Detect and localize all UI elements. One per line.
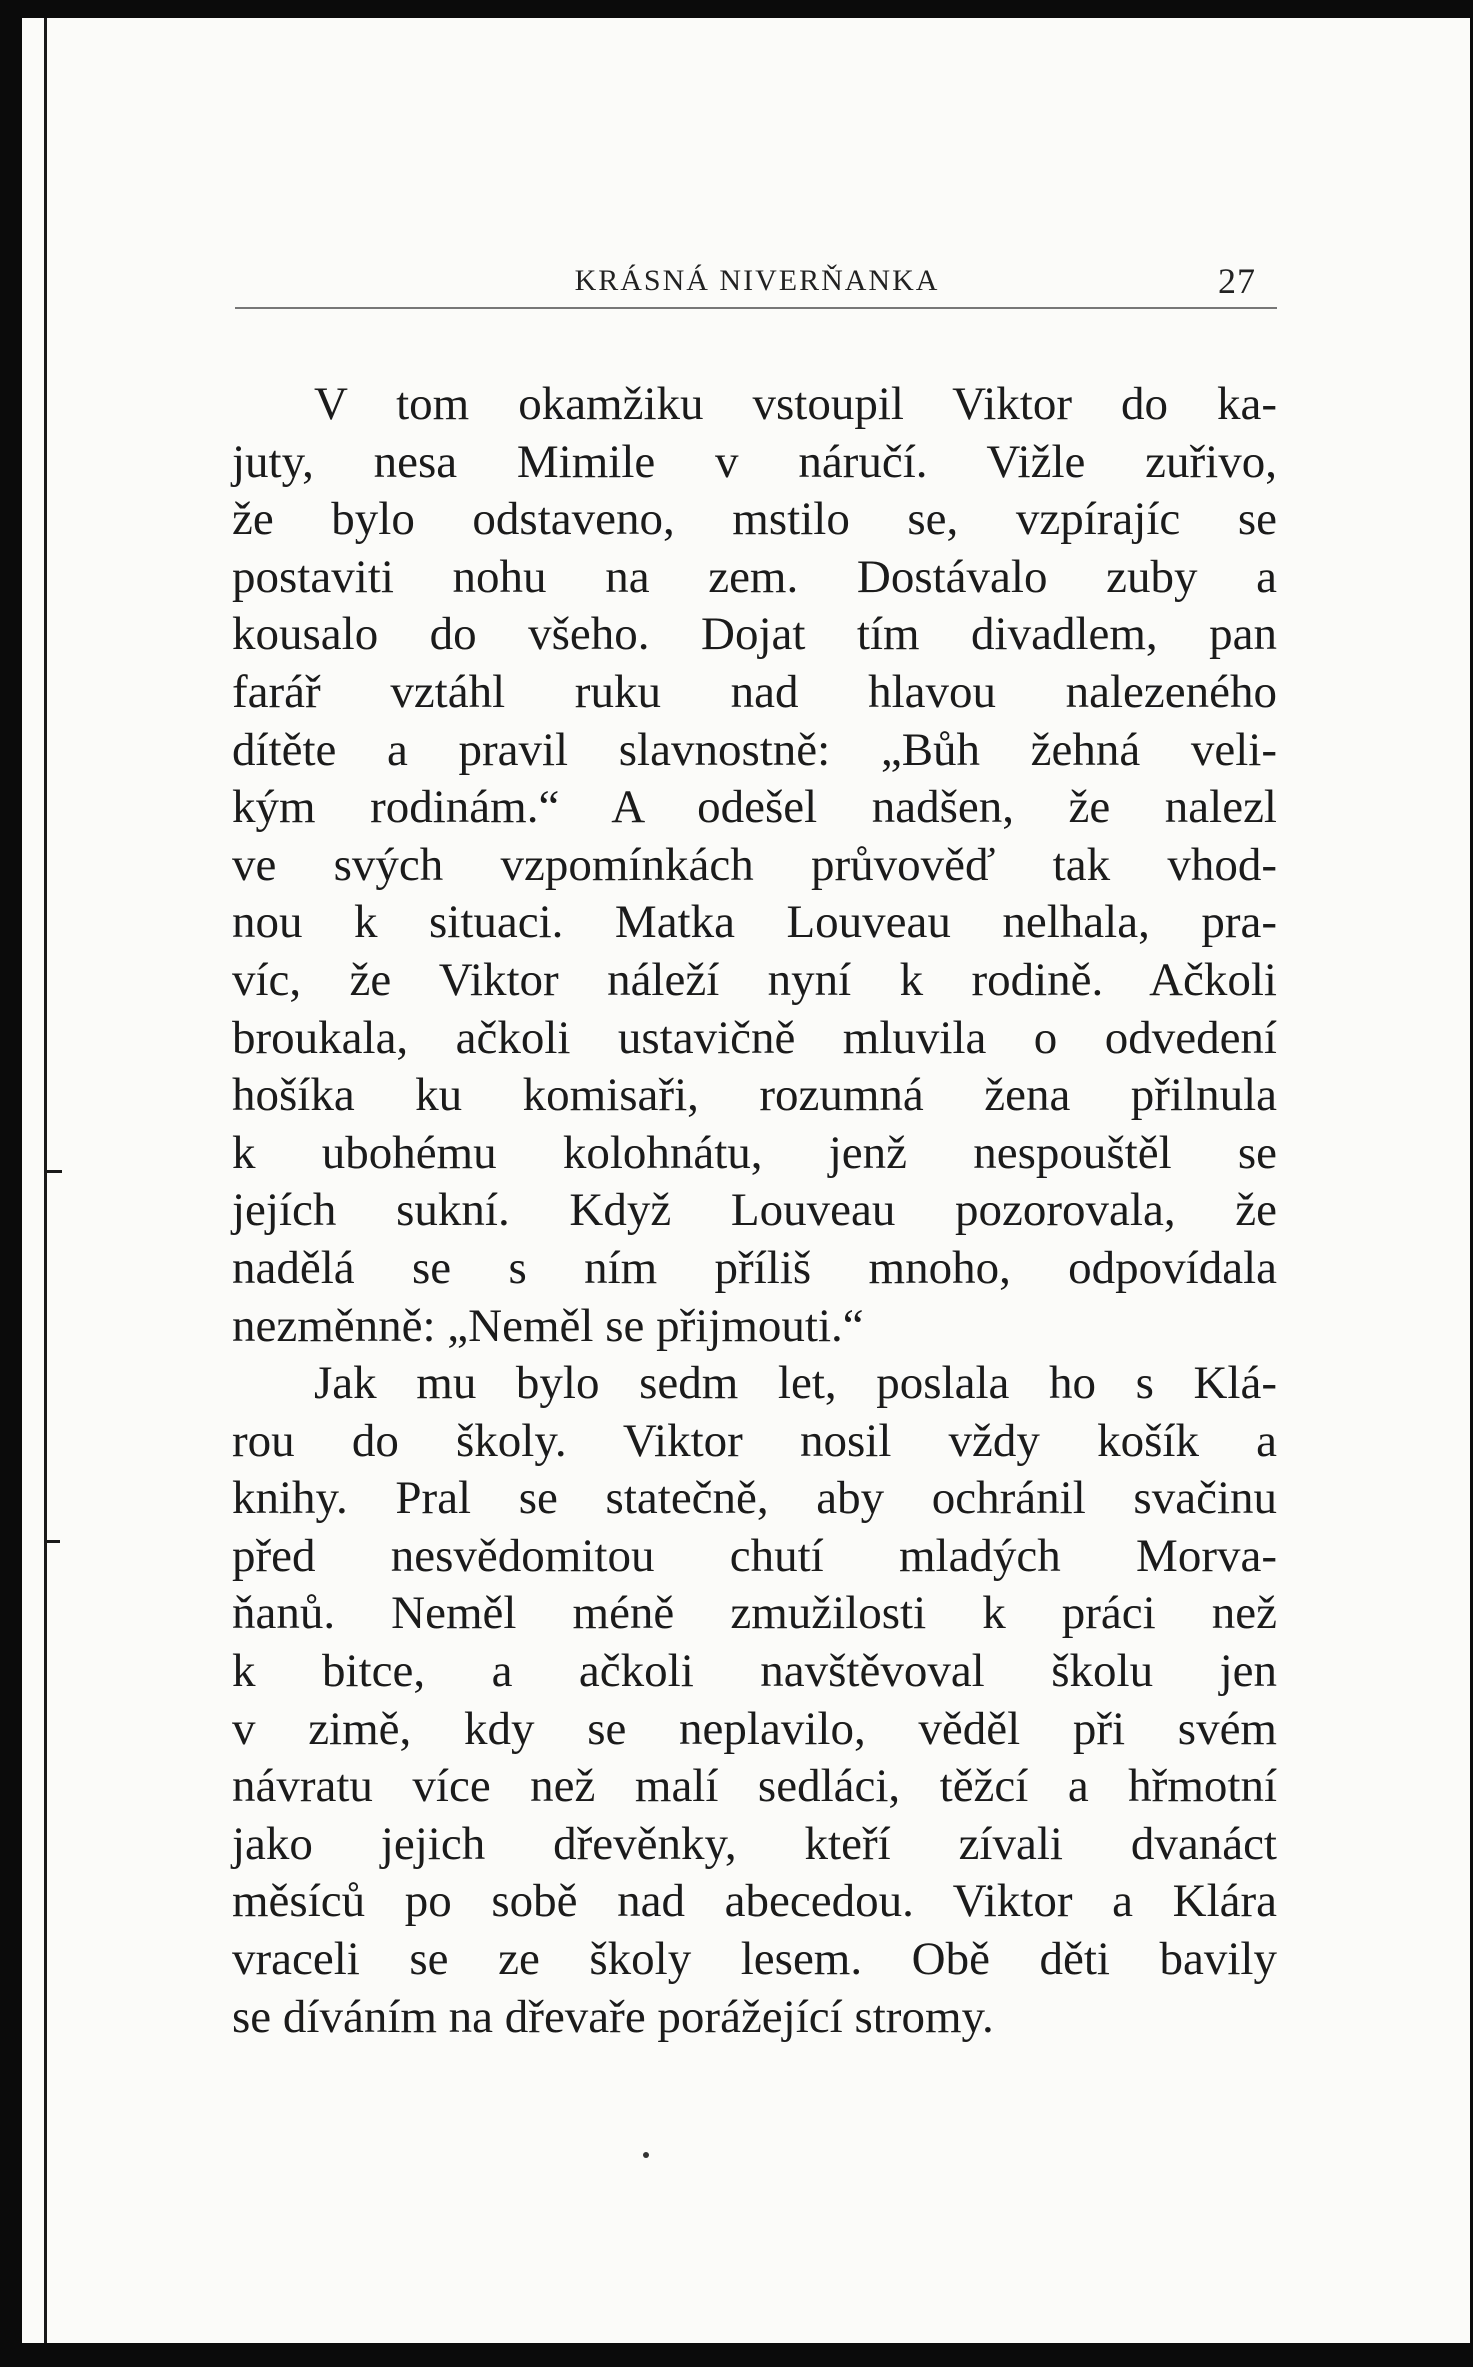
book-page — [22, 18, 1470, 2343]
text-line: kým rodinám.“ A odešel nadšen, že nalezl — [232, 781, 1277, 834]
page-number: 27 — [1218, 261, 1256, 301]
running-header — [22, 246, 1470, 301]
page-left-edge — [44, 18, 47, 2343]
text-line: k bitce, a ačkoli navštěvoval školu jen — [232, 1645, 1277, 1698]
paragraph — [232, 1355, 1277, 2046]
text-line: jako jejich dřevěnky, kteří zívali dvanáct — [232, 1817, 1277, 1870]
text-line: v zimě, kdy se neplavilo, věděl při svém — [232, 1702, 1277, 1755]
print-speck — [643, 2152, 649, 2158]
text-line: návratu více než malí sedláci, těžcí a hřmotní — [232, 1760, 1277, 1813]
text-line: před nesvědomitou chutí mladých Morva- — [232, 1529, 1277, 1582]
text-line: ve svých vzpomínkách průvověď tak vhod- — [232, 838, 1277, 891]
text-line: ňanů. Neměl méně zmužilosti k práci než — [232, 1587, 1277, 1640]
text-line: nou k situaci. Matka Louveau nelhala, pra- — [232, 896, 1277, 949]
text-line: juty, nesa Mimile v náručí. Vižle zuřivo, — [232, 435, 1277, 488]
text-line: hošíka ku komisaři, rozumná žena přilnula — [232, 1069, 1277, 1122]
body-text — [232, 376, 1277, 2046]
text-line: že bylo odstaveno, mstilo se, vzpírajíc se — [232, 493, 1277, 546]
text-line: měsíců po sobě nad abecedou. Viktor a Klára — [232, 1875, 1277, 1928]
text-line: farář vztáhl ruku nad hlavou nalezeného — [232, 665, 1277, 718]
text-line: knihy. Pral se statečně, aby ochránil svačinu — [232, 1472, 1277, 1525]
paragraph — [232, 376, 1277, 1355]
text-line: nadělá se s ním příliš mnoho, odpovídala — [232, 1241, 1277, 1294]
text-line: k ubohému kolohnátu, jenž nespouštěl se — [232, 1126, 1277, 1179]
text-line: se díváním na dřevaře porážející stromy. — [232, 1990, 994, 2043]
text-line: víc, že Viktor náleží nyní k rodině. Ačkoli — [232, 953, 1277, 1006]
text-line: kousalo do všeho. Dojat tím divadlem, pan — [232, 608, 1277, 661]
header-rule — [235, 307, 1277, 309]
text-line: broukala, ačkoli ustavičně mluvila o odvedení — [232, 1011, 1277, 1064]
running-title: KRÁSNÁ NIVERŇANKA — [574, 264, 940, 297]
edge-mark — [46, 1170, 62, 1173]
text-line: dítěte a pravil slavnostně: „Bůh žehná veli- — [232, 723, 1277, 776]
text-line: Jak mu bylo sedm let, poslala ho s Klá- — [314, 1357, 1277, 1410]
edge-mark — [46, 1540, 60, 1543]
text-line: rou do školy. Viktor nosil vždy košík a — [232, 1414, 1277, 1467]
text-line: postaviti nohu na zem. Dostávalo zuby a — [232, 550, 1277, 603]
text-line: V tom okamžiku vstoupil Viktor do ka- — [314, 378, 1277, 430]
text-line: nezměnně: „Neměl se přijmouti.“ — [232, 1299, 864, 1352]
text-line: vraceli se ze školy lesem. Obě děti bavily — [232, 1933, 1277, 1986]
text-line: jejích sukní. Když Louveau pozorovala, že — [232, 1184, 1277, 1237]
